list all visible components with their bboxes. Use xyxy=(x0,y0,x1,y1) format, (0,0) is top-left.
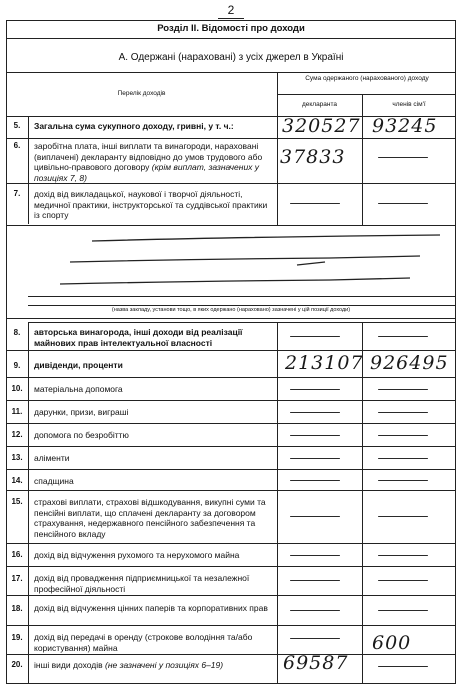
row-label: дохід від провадження підприємницької та незалежної професійної діяльності xyxy=(34,573,250,594)
row-label: заробітна плата, інші виплати та винагороди, нараховані (виплачені) декларанту відповідно до умов трудового або цивільно-правового договору (крім виплат, зазначених у позиціях 7, 8) xyxy=(34,141,263,183)
row-label: Загальна сума сукупного доходу, гривні, у т. ч.: xyxy=(34,121,234,131)
row-label: інші види доходів (не зазначені у позиціях 6–19) xyxy=(34,660,224,670)
subsection-title: А. Одержані (нараховані) з усіх джерел в Україні xyxy=(118,52,344,63)
row-number: 20. xyxy=(11,660,23,669)
row-label: дарунки, призи, виграші xyxy=(34,407,129,417)
declarant-value: 37833 xyxy=(280,146,346,168)
family-value: 600 xyxy=(372,632,412,654)
row-label: авторська винагорода, інші доходи від реалізації майнових прав інтелектуальної власності xyxy=(34,327,243,348)
row-label: дохід від викладацької, наукової і творчої діяльності, медичної практики, інструкторської та суддівської практики із спорту xyxy=(34,189,268,220)
row-number: 9. xyxy=(13,361,21,370)
row-label: дохід від відчуження рухомого та нерухомого майна xyxy=(34,550,240,560)
row-label: матеріальна допомога xyxy=(34,384,123,394)
row-number: 10. xyxy=(11,384,23,393)
row-number: 17. xyxy=(11,574,23,583)
row-label: аліменти xyxy=(34,453,70,463)
family-value: 926495 xyxy=(370,352,449,374)
row-number: 13. xyxy=(11,453,23,462)
family-value: 93245 xyxy=(372,115,438,137)
family-header: членів сім'ї xyxy=(392,101,426,108)
row-label: спадщина xyxy=(34,476,74,486)
row-label: дохід від відчуження цінних паперів та корпоративних прав xyxy=(34,603,268,613)
row-number: 15. xyxy=(11,497,23,506)
row-number: 14. xyxy=(11,476,23,485)
page-number: 2 xyxy=(0,3,462,19)
row-number: 8. xyxy=(13,328,21,337)
row-number: 19. xyxy=(11,633,23,642)
row-number: 18. xyxy=(11,604,23,613)
list-header: Перелік доходів xyxy=(117,90,166,97)
row-label: допомога по безробіттю xyxy=(34,430,129,440)
row-number: 7. xyxy=(13,189,21,198)
row-number: 11. xyxy=(11,407,23,416)
row-number: 6. xyxy=(13,141,21,150)
declarant-header: декларанта xyxy=(301,101,338,108)
section-title: Розділ ІІ. Відомості про доходи xyxy=(157,23,305,34)
row-number: 5. xyxy=(13,121,21,130)
declarant-value: 320527 xyxy=(282,115,361,137)
sum-header: Сума одержаного (нарахованого) доходу xyxy=(305,75,429,82)
row-label: дивіденди, проценти xyxy=(34,360,123,370)
row-number: 16. xyxy=(11,550,23,559)
declarant-value: 69587 xyxy=(283,652,349,674)
row-label: страхові виплати, страхові відшкодування, викупні суми та пенсійні виплати, що сплачені декларанту за договором страхування, недержавного пенсійного забезпечення та пенсійного вкладу xyxy=(34,497,266,539)
row-label: дохід від передачі в оренду (строкове володіння та/або користування) майна xyxy=(34,632,253,653)
row-number: 12. xyxy=(11,430,23,439)
item7-caption: (назва закладу, установи тощо, в яких одержано (нараховано) зазначені у цій позиції доходи) xyxy=(111,307,351,313)
declarant-value: 213107 xyxy=(285,352,364,374)
